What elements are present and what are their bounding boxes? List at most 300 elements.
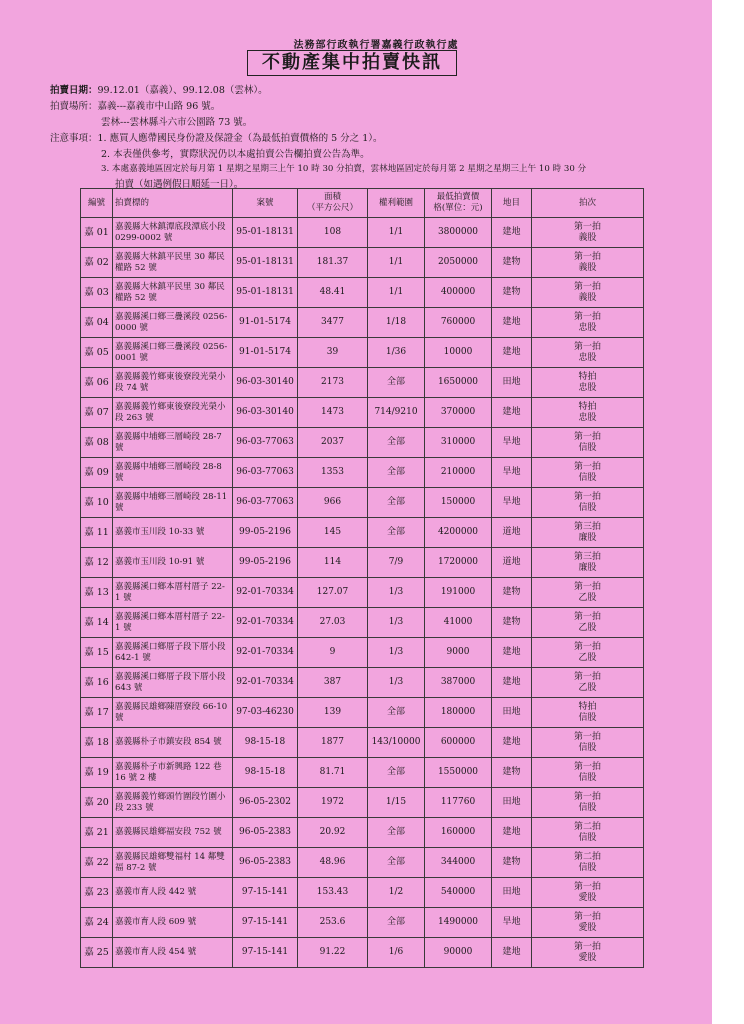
round-label: 特拍 (578, 701, 597, 712)
table-cell-rights: 全部 (368, 518, 425, 548)
table-row (81, 848, 644, 878)
table-cell-area: 2037 (298, 428, 368, 458)
table-cell-case: 91-01-5174 (233, 338, 298, 368)
table-cell-round (532, 338, 644, 368)
table-row (81, 218, 644, 248)
table-cell-land: 建地 (492, 728, 532, 758)
table-cell-rights: 全部 (368, 908, 425, 938)
table-cell-name: 嘉義縣溪口鄉厝子段下厝小段 642-1 號 (113, 638, 233, 668)
table-row (81, 548, 644, 578)
table-cell-case: 96-03-77063 (233, 428, 298, 458)
table-cell-area: 48.41 (298, 278, 368, 308)
table-cell-code: 嘉 05 (81, 338, 113, 368)
round-label: 第三拍 (573, 521, 601, 532)
table-cell-case: 96-03-30140 (233, 398, 298, 428)
table-cell-price: 117760 (425, 788, 492, 818)
table-row (81, 248, 644, 278)
table-cell-round (532, 638, 644, 668)
table-cell-area: 27.03 (298, 608, 368, 638)
table-cell-price: 370000 (425, 398, 492, 428)
table-cell-case: 99-05-2196 (233, 548, 298, 578)
table-cell-rights: 全部 (368, 428, 425, 458)
table-cell-round (532, 218, 644, 248)
table-cell-case: 98-15-18 (233, 758, 298, 788)
table-cell-area: 153.43 (298, 878, 368, 908)
table-header-row (81, 189, 644, 218)
table-cell-case: 92-01-70334 (233, 578, 298, 608)
table-cell-price: 41000 (425, 608, 492, 638)
table-cell-code: 嘉 23 (81, 878, 113, 908)
table-cell-code: 嘉 19 (81, 758, 113, 788)
notes-label: 注意事項： (50, 133, 98, 144)
auction-date-value: 99.12.01（嘉義）、99.12.08（雲林）。 (97, 85, 268, 96)
table-cell-area: 966 (298, 488, 368, 518)
division-label: 愛股 (578, 892, 597, 903)
table-cell-name: 嘉義縣中埔鄉三層崎段 28-7 號 (113, 428, 233, 458)
table-cell-area: 1473 (298, 398, 368, 428)
table-cell-price: 150000 (425, 488, 492, 518)
table-cell-land: 旱地 (492, 428, 532, 458)
round-label: 第二拍 (573, 821, 601, 832)
table-cell-price: 10000 (425, 338, 492, 368)
header-price-2: 格(單位：元) (433, 203, 483, 213)
division-label: 信股 (578, 472, 597, 483)
table-cell-case: 99-05-2196 (233, 518, 298, 548)
division-label: 愛股 (578, 952, 597, 963)
auction-place-label: 拍賣場所： (50, 101, 98, 112)
table-cell-price: 3800000 (425, 218, 492, 248)
round-label: 第一拍 (573, 431, 601, 442)
table-cell-round (532, 548, 644, 578)
table-row (81, 668, 644, 698)
table-cell-price: 90000 (425, 938, 492, 968)
table-cell-round (532, 908, 644, 938)
table-cell-land: 道地 (492, 518, 532, 548)
table-cell-round (532, 608, 644, 638)
table-cell-round (532, 848, 644, 878)
round-label: 第一拍 (573, 611, 601, 622)
round-label: 第一拍 (573, 641, 601, 652)
table-cell-name: 嘉義縣民雄鄉雙福村 14 鄰雙福 87-2 號 (113, 848, 233, 878)
table-cell-round (532, 518, 644, 548)
table-cell-land: 建地 (492, 668, 532, 698)
round-label: 第三拍 (573, 551, 601, 562)
table-cell-code: 嘉 18 (81, 728, 113, 758)
table-cell-land: 建地 (492, 938, 532, 968)
table-cell-rights: 全部 (368, 758, 425, 788)
table-cell-round (532, 698, 644, 728)
table-cell-round (532, 578, 644, 608)
auction-place (50, 98, 220, 112)
table-cell-name: 嘉義縣中埔鄉三層崎段 28-11 號 (113, 488, 233, 518)
table-cell-code: 嘉 15 (81, 638, 113, 668)
table-cell-rights: 1/3 (368, 578, 425, 608)
table-cell-land: 建地 (492, 398, 532, 428)
table-cell-land: 建地 (492, 818, 532, 848)
division-label: 義股 (578, 262, 597, 273)
table-cell-land: 建地 (492, 218, 532, 248)
table-row (81, 368, 644, 398)
table-cell-area: 48.96 (298, 848, 368, 878)
table-cell-price: 4200000 (425, 518, 492, 548)
table-cell-name: 嘉義縣民雄鄉陳厝寮段 66-10 號 (113, 698, 233, 728)
division-label: 信股 (578, 832, 597, 843)
table-cell-name: 嘉義縣民雄鄉福安段 752 號 (113, 818, 233, 848)
table-cell-rights: 714/9210 (368, 398, 425, 428)
table-cell-rights: 全部 (368, 488, 425, 518)
table-cell-case: 95-01-18131 (233, 248, 298, 278)
table-cell-area: 1972 (298, 788, 368, 818)
header-code: 編號 (81, 189, 113, 218)
round-label: 第一拍 (573, 221, 601, 232)
auction-place-1: 嘉義---嘉義市中山路 96 號。 (97, 101, 221, 112)
table-cell-rights: 1/6 (368, 938, 425, 968)
table-cell-rights: 1/3 (368, 638, 425, 668)
round-label: 第一拍 (573, 791, 601, 802)
auction-date (50, 82, 268, 96)
table-cell-case: 96-03-30140 (233, 368, 298, 398)
table-cell-price: 1650000 (425, 368, 492, 398)
division-label: 忠股 (578, 382, 597, 393)
table-cell-price: 1490000 (425, 908, 492, 938)
header-price-1: 最低拍賣價 (436, 192, 480, 202)
table-cell-case: 97-15-141 (233, 878, 298, 908)
table-cell-land: 建地 (492, 308, 532, 338)
table-cell-price: 1550000 (425, 758, 492, 788)
table-cell-name: 嘉義縣義竹鄉東後寮段光榮小段 74 號 (113, 368, 233, 398)
table-cell-case: 96-05-2383 (233, 848, 298, 878)
round-label: 第一拍 (573, 881, 601, 892)
table-cell-area: 127.07 (298, 578, 368, 608)
division-label: 義股 (578, 292, 597, 303)
division-label: 信股 (578, 802, 597, 813)
table-cell-name: 嘉義縣大林鎮平民里 30 鄰民權路 52 號 (113, 248, 233, 278)
table-row (81, 398, 644, 428)
round-label: 第二拍 (573, 851, 601, 862)
header-price (425, 189, 492, 218)
table-cell-land: 田地 (492, 878, 532, 908)
table-row (81, 608, 644, 638)
round-label: 第一拍 (573, 341, 601, 352)
table-row (81, 818, 644, 848)
table-cell-area: 39 (298, 338, 368, 368)
table-cell-round (532, 368, 644, 398)
table-cell-rights: 7/9 (368, 548, 425, 578)
table-cell-code: 嘉 02 (81, 248, 113, 278)
table-cell-price: 600000 (425, 728, 492, 758)
table-cell-rights: 全部 (368, 458, 425, 488)
division-label: 乙股 (578, 622, 597, 633)
note-3b: 拍賣（如遇例假日順延一日）。 (115, 179, 244, 190)
table-cell-name: 嘉義縣溪口鄉本厝村厝子 22-1 號 (113, 608, 233, 638)
table-cell-land: 旱地 (492, 488, 532, 518)
table-cell-land: 旱地 (492, 908, 532, 938)
division-label: 信股 (578, 772, 597, 783)
table-row (81, 458, 644, 488)
round-label: 第一拍 (573, 581, 601, 592)
table-cell-rights: 143/10000 (368, 728, 425, 758)
table-row (81, 338, 644, 368)
table-row (81, 638, 644, 668)
table-cell-price: 344000 (425, 848, 492, 878)
table-cell-code: 嘉 25 (81, 938, 113, 968)
table-cell-code: 嘉 24 (81, 908, 113, 938)
table-cell-rights: 1/15 (368, 788, 425, 818)
table-cell-code: 嘉 13 (81, 578, 113, 608)
round-label: 特拍 (578, 401, 597, 412)
table-cell-area: 387 (298, 668, 368, 698)
table-cell-code: 嘉 12 (81, 548, 113, 578)
auction-table (80, 188, 644, 968)
table-row (81, 938, 644, 968)
table-cell-price: 9000 (425, 638, 492, 668)
table-cell-area: 81.71 (298, 758, 368, 788)
table-cell-rights: 1/1 (368, 218, 425, 248)
table-cell-code: 嘉 06 (81, 368, 113, 398)
table-row (81, 788, 644, 818)
table-cell-code: 嘉 03 (81, 278, 113, 308)
table-cell-round (532, 248, 644, 278)
auction-place-2: 雲林---雲林縣斗六市公園路 73 號。 (101, 117, 253, 128)
table-cell-area: 253.6 (298, 908, 368, 938)
header-name: 拍賣標的 (113, 189, 233, 218)
table-cell-rights: 全部 (368, 848, 425, 878)
table-cell-case: 98-15-18 (233, 728, 298, 758)
header-land: 地目 (492, 189, 532, 218)
division-label: 廉股 (578, 532, 597, 543)
table-cell-round (532, 398, 644, 428)
table-cell-area: 114 (298, 548, 368, 578)
round-label: 第一拍 (573, 761, 601, 772)
division-label: 乙股 (578, 682, 597, 693)
round-label: 特拍 (578, 371, 597, 382)
division-label: 忠股 (578, 322, 597, 333)
division-label: 義股 (578, 232, 597, 243)
table-cell-price: 191000 (425, 578, 492, 608)
table-cell-land: 建物 (492, 848, 532, 878)
round-label: 第一拍 (573, 941, 601, 952)
table-row (81, 308, 644, 338)
round-label: 第一拍 (573, 731, 601, 742)
division-label: 信股 (578, 742, 597, 753)
table-cell-case: 95-01-18131 (233, 218, 298, 248)
table-cell-area: 145 (298, 518, 368, 548)
division-label: 信股 (578, 862, 597, 873)
auction-date-label: 拍賣日期： (50, 85, 98, 96)
table-cell-price: 2050000 (425, 248, 492, 278)
table-cell-land: 建物 (492, 608, 532, 638)
table-cell-name: 嘉義縣溪口鄉厝子段下厝小段 643 號 (113, 668, 233, 698)
table-cell-land: 田地 (492, 788, 532, 818)
division-label: 乙股 (578, 592, 597, 603)
table-cell-case: 96-03-77063 (233, 488, 298, 518)
table-cell-rights: 1/3 (368, 608, 425, 638)
table-row (81, 758, 644, 788)
division-label: 乙股 (578, 652, 597, 663)
table-cell-round (532, 488, 644, 518)
round-label: 第一拍 (573, 311, 601, 322)
table-row (81, 518, 644, 548)
table-cell-land: 建物 (492, 248, 532, 278)
table-cell-area: 1353 (298, 458, 368, 488)
note-3a: 3. 本處嘉義地區固定於每月第 1 星期之星期三上午 10 時 30 分拍賣，雲林地區固定於每月第 2 星期之星期三上午 10 時 30 分 (101, 164, 587, 174)
table-cell-name: 嘉義縣溪口鄉三疊溪段 0256-0000 號 (113, 308, 233, 338)
table-row (81, 878, 644, 908)
table-cell-case: 92-01-70334 (233, 608, 298, 638)
table-cell-code: 嘉 20 (81, 788, 113, 818)
table-cell-price: 180000 (425, 698, 492, 728)
table-cell-land: 建地 (492, 638, 532, 668)
table-row (81, 428, 644, 458)
table-cell-case: 97-15-141 (233, 908, 298, 938)
table-cell-name: 嘉義市育人段 454 號 (113, 938, 233, 968)
round-label: 第一拍 (573, 491, 601, 502)
header-round: 拍次 (532, 189, 644, 218)
table-cell-area: 20.92 (298, 818, 368, 848)
table-cell-rights: 全部 (368, 698, 425, 728)
division-label: 信股 (578, 502, 597, 513)
table-cell-rights: 1/1 (368, 278, 425, 308)
table-row (81, 698, 644, 728)
table-cell-case: 95-01-18131 (233, 278, 298, 308)
table-cell-case: 96-03-77063 (233, 458, 298, 488)
header-area (298, 189, 368, 218)
division-label: 愛股 (578, 922, 597, 933)
table-cell-code: 嘉 09 (81, 458, 113, 488)
header-area-2: （平方公尺） (306, 203, 358, 213)
round-label: 第一拍 (573, 251, 601, 262)
table-cell-case: 92-01-70334 (233, 668, 298, 698)
table-cell-case: 97-15-141 (233, 938, 298, 968)
table-cell-land: 田地 (492, 698, 532, 728)
table-cell-name: 嘉義縣義竹鄉頭竹圍段竹圍小段 233 號 (113, 788, 233, 818)
division-label: 廉股 (578, 562, 597, 573)
table-cell-case: 97-03-46230 (233, 698, 298, 728)
table-cell-name: 嘉義縣中埔鄉三層崎段 28-8 號 (113, 458, 233, 488)
table-cell-case: 92-01-70334 (233, 638, 298, 668)
table-cell-name: 嘉義縣大林鎮平民里 30 鄰民權路 52 號 (113, 278, 233, 308)
table-cell-name: 嘉義縣義竹鄉東後寮段光榮小段 263 號 (113, 398, 233, 428)
table-cell-area: 181.37 (298, 248, 368, 278)
table-row (81, 578, 644, 608)
note-2: 2. 本表僅供參考，實際狀況仍以本處拍賣公告欄拍賣公告為準。 (101, 149, 370, 160)
table-cell-price: 1720000 (425, 548, 492, 578)
table-cell-area: 2173 (298, 368, 368, 398)
table-cell-area: 3477 (298, 308, 368, 338)
table-cell-rights: 1/3 (368, 668, 425, 698)
note-1: 1. 應買人應帶國民身份證及保證金（為最低拍賣價格的 5 分之 1）。 (97, 133, 383, 144)
agency-name: 法務部行政執行署嘉義行政執行處 (293, 40, 459, 51)
table-cell-round (532, 878, 644, 908)
table-cell-round (532, 278, 644, 308)
table-cell-land: 建物 (492, 278, 532, 308)
table-cell-price: 400000 (425, 278, 492, 308)
table-cell-code: 嘉 17 (81, 698, 113, 728)
table-cell-name: 嘉義縣朴子市新興路 122 巷 16 號 2 樓 (113, 758, 233, 788)
round-label: 第一拍 (573, 911, 601, 922)
table-cell-round (532, 668, 644, 698)
table-cell-rights: 1/36 (368, 338, 425, 368)
table-cell-round (532, 788, 644, 818)
table-cell-name: 嘉義縣大林鎮潭底段潭底小段 0299-0002 號 (113, 218, 233, 248)
division-label: 忠股 (578, 352, 597, 363)
table-cell-price: 160000 (425, 818, 492, 848)
table-cell-code: 嘉 11 (81, 518, 113, 548)
table-cell-price: 310000 (425, 428, 492, 458)
table-cell-code: 嘉 07 (81, 398, 113, 428)
table-cell-case: 96-05-2383 (233, 818, 298, 848)
table-cell-round (532, 938, 644, 968)
table-cell-price: 540000 (425, 878, 492, 908)
table-cell-name: 嘉義市育人段 442 號 (113, 878, 233, 908)
table-cell-area: 91.22 (298, 938, 368, 968)
header-area-1: 面積 (323, 192, 341, 202)
table-cell-price: 210000 (425, 458, 492, 488)
round-label: 第一拍 (573, 671, 601, 682)
table-cell-land: 建物 (492, 758, 532, 788)
table-cell-round (532, 308, 644, 338)
table-cell-round (532, 728, 644, 758)
table-row (81, 728, 644, 758)
table-cell-code: 嘉 08 (81, 428, 113, 458)
division-label: 忠股 (578, 412, 597, 423)
table-cell-price: 760000 (425, 308, 492, 338)
division-label: 信股 (578, 712, 597, 723)
table-cell-rights: 1/1 (368, 248, 425, 278)
page-title: 不動產集中拍賣快訊 (247, 50, 457, 76)
table-cell-code: 嘉 22 (81, 848, 113, 878)
table-cell-name: 嘉義市玉川段 10-91 號 (113, 548, 233, 578)
table-cell-area: 108 (298, 218, 368, 248)
table-cell-name: 嘉義縣朴子市鎮安段 854 號 (113, 728, 233, 758)
table-cell-land: 道地 (492, 548, 532, 578)
table-cell-rights: 1/2 (368, 878, 425, 908)
table-cell-name: 嘉義市玉川段 10-33 號 (113, 518, 233, 548)
table-cell-area: 1877 (298, 728, 368, 758)
table-cell-code: 嘉 04 (81, 308, 113, 338)
table-cell-round (532, 458, 644, 488)
table-cell-area: 139 (298, 698, 368, 728)
table-cell-land: 旱地 (492, 458, 532, 488)
table-cell-case: 91-01-5174 (233, 308, 298, 338)
table-cell-land: 建地 (492, 338, 532, 368)
table-cell-name: 嘉義縣溪口鄉三疊溪段 0256-0001 號 (113, 338, 233, 368)
table-row (81, 278, 644, 308)
table-cell-round (532, 818, 644, 848)
table-cell-area: 9 (298, 638, 368, 668)
table-cell-round (532, 758, 644, 788)
table-cell-land: 田地 (492, 368, 532, 398)
header-rights: 權利範圍 (368, 189, 425, 218)
division-label: 信股 (578, 442, 597, 453)
table-cell-name: 嘉義縣溪口鄉本厝村厝子 22-1 號 (113, 578, 233, 608)
table-cell-case: 96-05-2302 (233, 788, 298, 818)
table-cell-round (532, 428, 644, 458)
table-cell-code: 嘉 14 (81, 608, 113, 638)
round-label: 第一拍 (573, 281, 601, 292)
table-row (81, 908, 644, 938)
table-row (81, 488, 644, 518)
table-cell-price: 387000 (425, 668, 492, 698)
table-cell-code: 嘉 21 (81, 818, 113, 848)
table-cell-rights: 全部 (368, 818, 425, 848)
header-case: 案號 (233, 189, 298, 218)
table-cell-code: 嘉 10 (81, 488, 113, 518)
table-cell-rights: 全部 (368, 368, 425, 398)
table-cell-land: 建物 (492, 578, 532, 608)
table-cell-code: 嘉 01 (81, 218, 113, 248)
table-cell-name: 嘉義市育人段 609 號 (113, 908, 233, 938)
